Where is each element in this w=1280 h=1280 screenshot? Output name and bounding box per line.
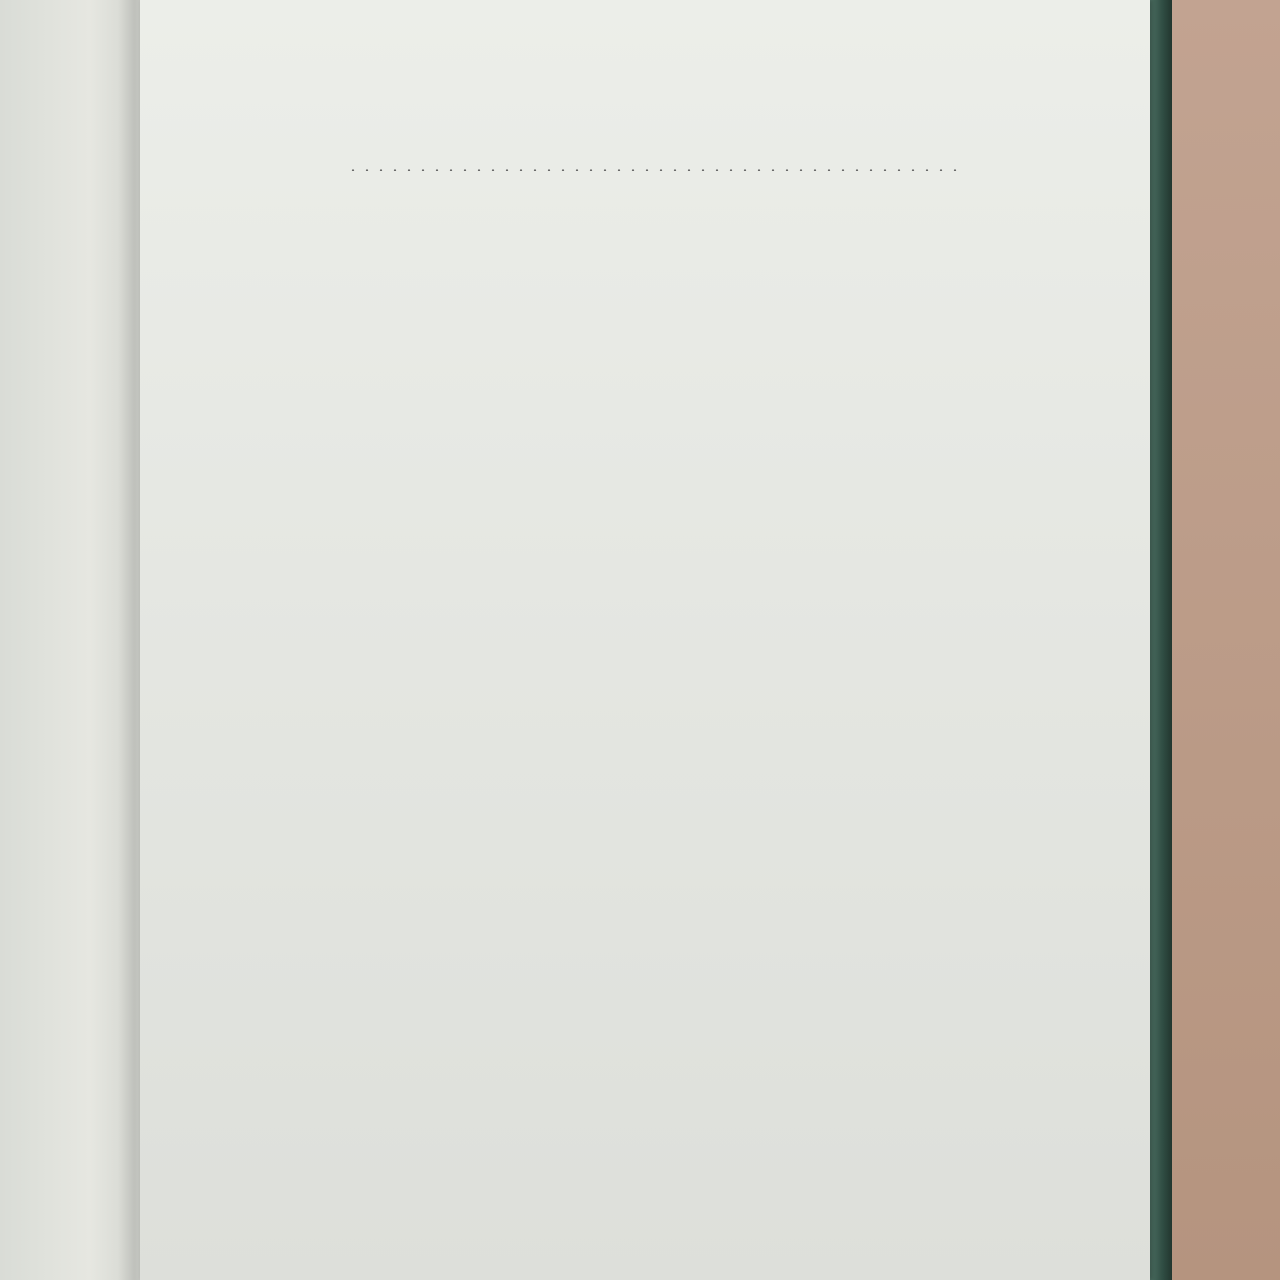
dot-leader <box>346 169 960 171</box>
table-surface <box>1172 0 1280 1280</box>
toc-row-preface[interactable] <box>226 156 1012 178</box>
contents-page <box>140 0 1150 1280</box>
book-cover-edge <box>1150 0 1172 1280</box>
